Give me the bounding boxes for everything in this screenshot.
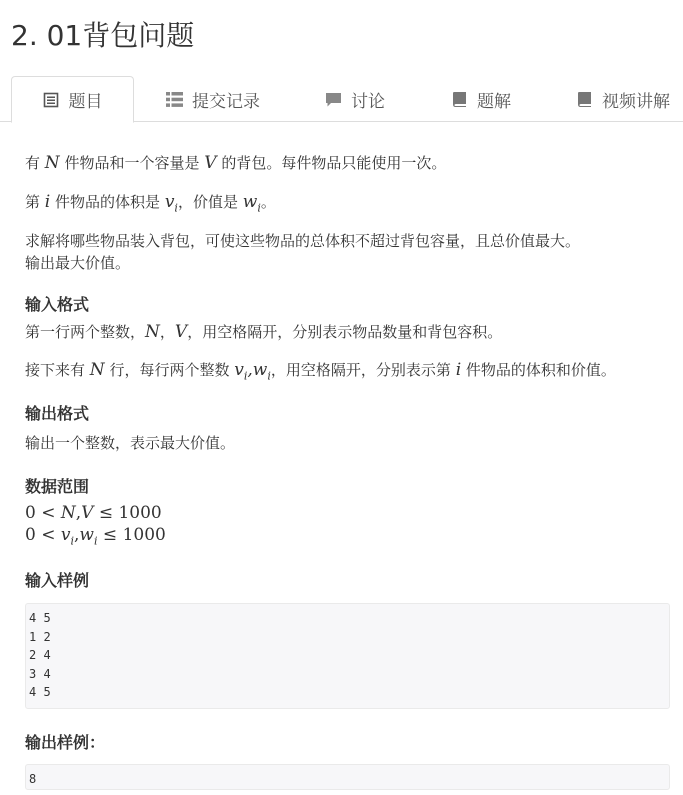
description-line-2 [25, 191, 276, 219]
sample-input-heading: 输入样例 [25, 571, 90, 590]
subscript: i [257, 201, 261, 215]
text: 第 [25, 193, 41, 211]
text: ，用空格隔开，分别表示第 [270, 361, 451, 379]
subscript: i [93, 534, 98, 548]
text: 有 [25, 154, 41, 172]
range-heading: 数据范围 [25, 477, 90, 496]
text: 接下来有 [25, 361, 86, 379]
math-i: i [455, 360, 462, 380]
text: w [79, 525, 94, 545]
tab-video[interactable] [576, 76, 670, 122]
input-format-line-2 [25, 359, 616, 387]
range-line-1 [25, 502, 162, 524]
text: , [75, 503, 82, 523]
text: v [60, 525, 71, 545]
sample-output-heading: 输出样例： [25, 733, 106, 752]
output-format-heading: 输出格式 [25, 404, 90, 423]
math-V: V [204, 153, 217, 173]
math-N: N [145, 322, 160, 342]
text: ，用空格隔开，分别表示物品数量和背包容积。 [187, 323, 503, 341]
text: ≤ 1000 [97, 525, 166, 545]
tab-solutions[interactable] [451, 76, 511, 122]
text: 0 < [25, 525, 61, 545]
description-line-1 [25, 152, 446, 174]
input-format-line-1 [25, 321, 502, 343]
math-v-i [60, 525, 75, 548]
text: ，价值是 [177, 193, 238, 211]
description-line-3: 求解将哪些物品装入背包，可使这些物品的总体积不超过背包容量，且总价值最大。 [25, 232, 581, 250]
output-format-line-1: 输出一个整数，表示最大价值。 [25, 434, 236, 452]
subscript: i [70, 534, 75, 548]
text: 件物品的体积是 [55, 193, 161, 211]
math-N: N [89, 360, 105, 380]
text: w [242, 192, 258, 212]
tab-label: 题解 [477, 91, 511, 112]
tab-problem[interactable] [11, 76, 134, 123]
text: 。 [260, 193, 276, 211]
math-V: V [174, 322, 188, 342]
book-icon [576, 91, 593, 108]
math-i: i [44, 192, 51, 212]
math-N: N [60, 503, 76, 523]
text: w [252, 360, 268, 380]
tab-bar [0, 76, 683, 122]
math-N: N [44, 153, 60, 173]
text: v [234, 360, 244, 380]
tab-label: 视频讲解 [602, 91, 670, 112]
text: 行，每行两个整数 [109, 361, 230, 379]
comment-icon [325, 91, 342, 108]
book-icon [451, 91, 468, 108]
text: 的背包。每件物品只能使用一次。 [221, 154, 447, 172]
list-icon [166, 91, 183, 108]
text: 第一行两个整数， [25, 323, 146, 341]
document-icon [43, 91, 60, 108]
tab-submissions[interactable] [166, 76, 260, 122]
subscript: i [174, 201, 178, 215]
subscript: i [243, 369, 248, 383]
math-vi-wi [234, 360, 271, 383]
range-line-2 [25, 524, 166, 552]
tab-label: 题目 [68, 92, 103, 112]
math-V: V [81, 503, 94, 523]
math-w-i [79, 525, 98, 548]
tab-discussion[interactable] [325, 76, 385, 122]
text: 0 < [25, 503, 61, 523]
input-format-heading: 输入格式 [25, 295, 90, 314]
math-v-i [164, 192, 178, 215]
text: ， [159, 323, 175, 341]
text: , [74, 525, 80, 545]
text: 件物品和一个容量是 [64, 154, 200, 172]
math-w-i [242, 192, 261, 215]
tab-label: 提交记录 [192, 91, 260, 112]
sample-output-code: 8 [25, 764, 670, 790]
text: , [247, 360, 253, 380]
text: v [164, 192, 175, 212]
description-line-4: 输出最大价值。 [25, 254, 131, 272]
subscript: i [267, 369, 271, 383]
text: 件物品的体积和价值。 [465, 361, 616, 379]
page-title: 2. 01背包问题 [11, 19, 195, 52]
tab-label: 讨论 [351, 91, 385, 112]
sample-input-code: 4 5 1 2 2 4 3 4 4 5 [25, 603, 670, 709]
text: ≤ 1000 [93, 503, 162, 523]
